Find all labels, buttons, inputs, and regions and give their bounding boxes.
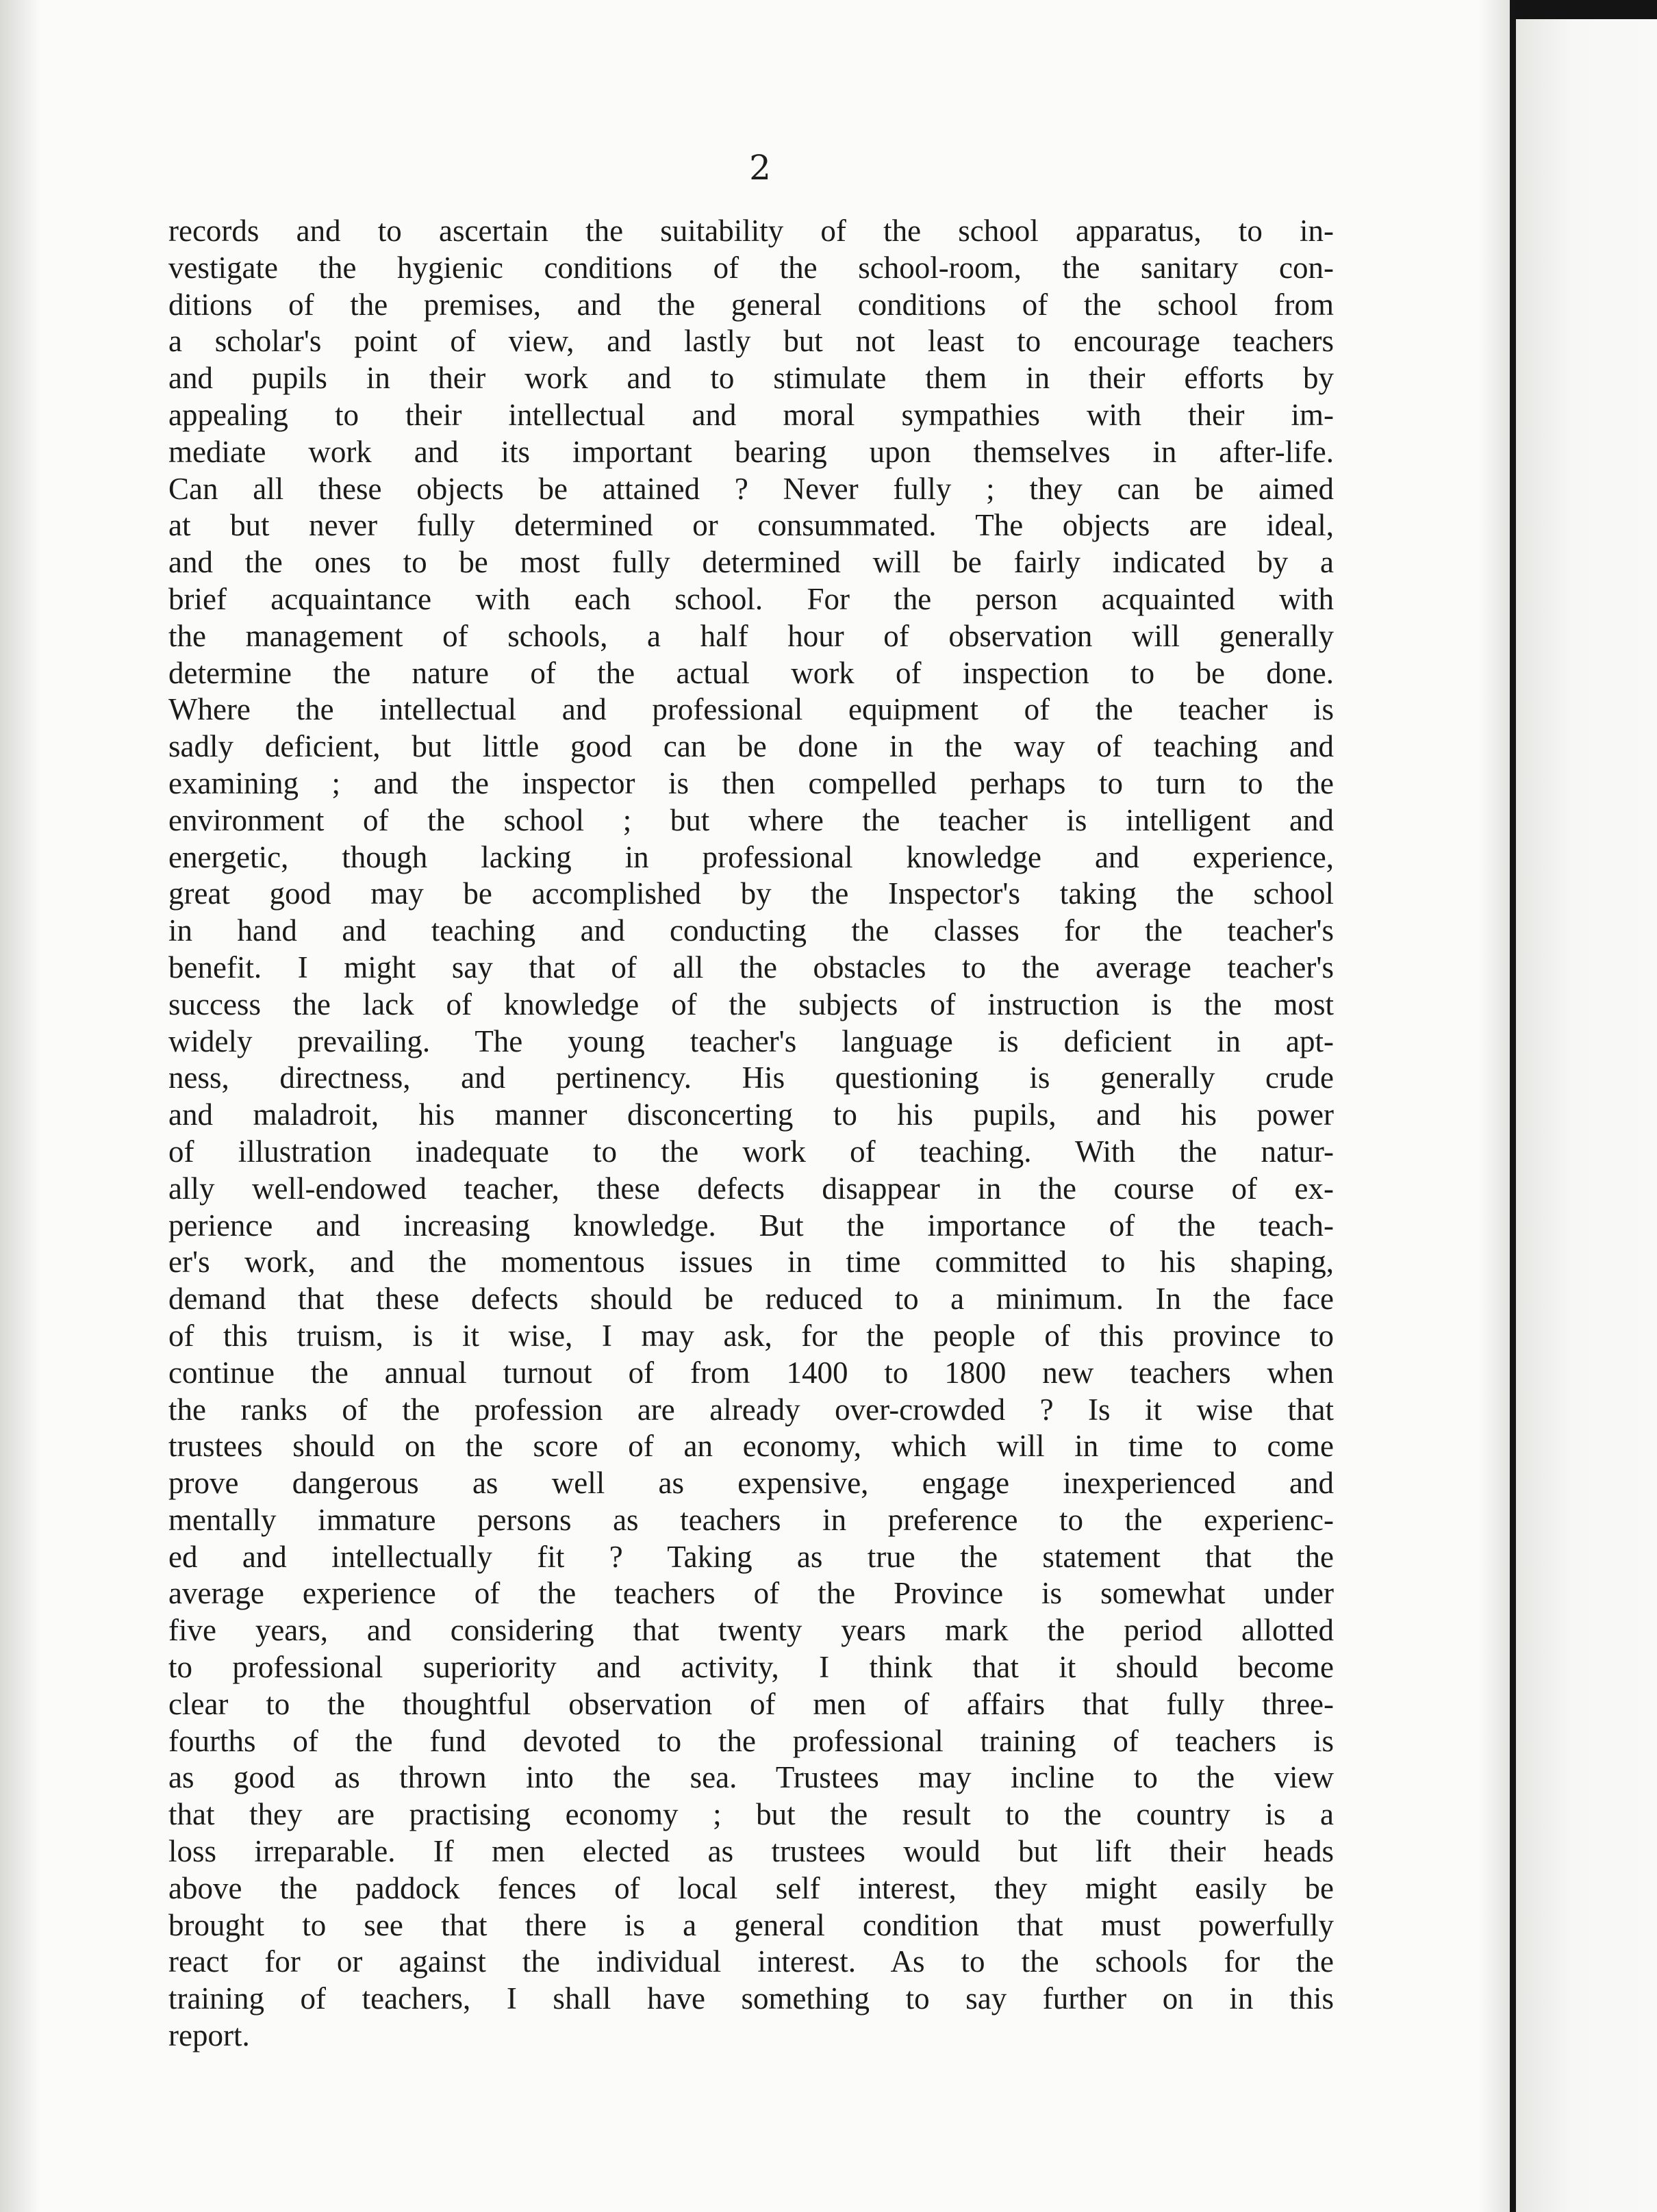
text-line: benefit. I might say that of all the obstacles to the average teacher's: [168, 950, 1334, 984]
text-line: vestigate the hygienic conditions of the school-room, the sanitary con-: [168, 250, 1334, 285]
text-line: appealing to their intellectual and moral sympathies with their im-: [168, 397, 1334, 432]
text-line: er's work, and the momentous issues in time committed to his shaping,: [168, 1245, 1334, 1280]
text-line: Where the intellectual and professional equipment of the teacher is: [168, 692, 1334, 727]
text-line: of this truism, is it wise, I may ask, for the people of this province to: [168, 1318, 1334, 1353]
text-line: and maladroit, his manner disconcerting to his pupils, and his power: [168, 1097, 1334, 1132]
text-line: mediate work and its important bearing upon themselves in after-life.: [168, 434, 1334, 469]
page-fold-edge: [1510, 0, 1516, 2212]
text-line: environment of the school ; but where the teacher is intelligent and: [168, 802, 1334, 837]
text-line: ed and intellectually fit ? Taking as true the statement that the: [168, 1539, 1334, 1574]
text-line: demand that these defects should be reduced to a minimum. In the face: [168, 1282, 1334, 1317]
text-line: fourths of the fund devoted to the professional training of teachers is: [168, 1723, 1334, 1758]
text-line: widely prevailing. The young teacher's language is deficient in apt-: [168, 1024, 1334, 1058]
text-line: determine the nature of the actual work of inspection to be done.: [168, 655, 1334, 690]
text-line: examining ; and the inspector is then compelled perhaps to turn to the: [168, 765, 1334, 800]
text-line: records and to ascertain the suitability of the school apparatus, to in-: [168, 214, 1334, 248]
text-line: that they are practising economy ; but the result to the country is a: [168, 1797, 1334, 1832]
text-line: mentally immature persons as teachers in preference to the experienc-: [168, 1502, 1334, 1537]
text-line: react for or against the individual interest. As to the schools for the: [168, 1944, 1334, 1979]
text-line: and the ones to be most fully determined will be fairly indicated by a: [168, 545, 1334, 580]
page-fold-shadow: [1479, 0, 1510, 2212]
text-line: clear to the thoughtful observation of men of affairs that fully three-: [168, 1686, 1334, 1721]
text-line: perience and increasing knowledge. But the importance of the teach-: [168, 1208, 1334, 1243]
text-line: Can all these objects be attained ? Never fully ; they can be aimed: [168, 471, 1334, 506]
adjacent-page-strip: [1516, 0, 1657, 2212]
text-line: training of teachers, I shall have something to say further on in this: [168, 1981, 1334, 2016]
text-line: five years, and considering that twenty years mark the period allotted: [168, 1613, 1334, 1648]
text-line: of illustration inadequate to the work of teaching. With the natur-: [168, 1134, 1334, 1169]
text-line: the ranks of the profession are already over-crowded ? Is it wise that: [168, 1392, 1334, 1427]
text-line: energetic, though lacking in professional knowledge and experience,: [168, 839, 1334, 874]
text-line: ditions of the premises, and the general conditions of the school from: [168, 287, 1334, 322]
text-line: at but never fully determined or consummated. The objects are ideal,: [168, 508, 1334, 543]
text-line: brought to see that there is a general condition that must powerfully: [168, 1907, 1334, 1942]
text-line: success the lack of knowledge of the subjects of instruction is the most: [168, 987, 1334, 1021]
text-line: the management of schools, a half hour of observation will generally: [168, 618, 1334, 653]
scan-border-top: [1516, 0, 1657, 19]
text-line: sadly deficient, but little good can be done in the way of teaching and: [168, 729, 1334, 764]
page-left-shadow: [0, 0, 41, 2212]
text-line: and pupils in their work and to stimulate them in their efforts by: [168, 361, 1334, 396]
text-line: a scholar's point of view, and lastly but not least to encourage teachers: [168, 324, 1334, 359]
page-number: 2: [749, 148, 771, 188]
text-line: continue the annual turnout of from 1400 to 1800 new teachers when: [168, 1355, 1334, 1390]
text-line: brief acquaintance with each school. For the person acquainted with: [168, 581, 1334, 616]
text-line: trustees should on the score of an economy, which will in time to come: [168, 1429, 1334, 1464]
text-line: ally well-endowed teacher, these defects disappear in the course of ex-: [168, 1171, 1334, 1206]
text-line: great good may be accomplished by the Inspector's taking the school: [168, 876, 1334, 911]
text-line: prove dangerous as well as expensive, engage inexperienced and: [168, 1466, 1334, 1501]
text-line: report.: [168, 2018, 250, 2053]
text-line: above the paddock fences of local self interest, they might easily be: [168, 1870, 1334, 1905]
text-line: loss irreparable. If men elected as trustees would but lift their heads: [168, 1834, 1334, 1869]
text-line: ness, directness, and pertinency. His questioning is generally crude: [168, 1060, 1334, 1095]
text-line: as good as thrown into the sea. Trustees may incline to the view: [168, 1760, 1334, 1795]
body-paragraph: [168, 213, 1334, 2055]
text-line: to professional superiority and activity, I think that it should become: [168, 1650, 1334, 1685]
text-line: average experience of the teachers of the Province is somewhat under: [168, 1576, 1334, 1611]
text-line: in hand and teaching and conducting the classes for the teacher's: [168, 913, 1334, 948]
